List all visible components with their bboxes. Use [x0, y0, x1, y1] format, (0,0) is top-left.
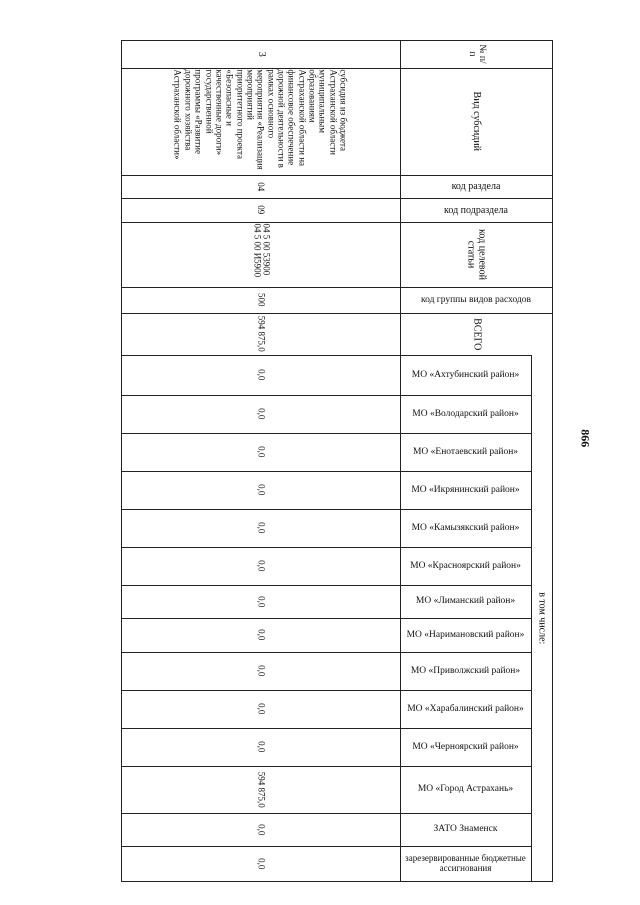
district-label-text: МО «Наримановский район» — [406, 629, 525, 640]
header-including-text: в том числе: — [536, 592, 548, 645]
header-section-code-text: код раздела — [451, 181, 501, 192]
data-section-code — [121, 175, 400, 198]
district-label — [400, 395, 531, 433]
data-subsection-code-text: 09 — [256, 205, 267, 215]
district-value-text: 0,0 — [256, 629, 267, 641]
district-value-text: 0,0 — [256, 741, 267, 753]
data-expense-type-text: 500 — [256, 293, 267, 307]
header-num-text: № п/п — [467, 44, 487, 64]
header-subsection-code-text: код подраздела — [444, 204, 508, 216]
district-value-text: 0,0 — [256, 595, 267, 608]
district-label — [400, 728, 531, 766]
page-number-text: 866 — [578, 429, 593, 448]
district-label-text: МО «Камызякский район» — [411, 522, 520, 533]
district-label — [400, 766, 531, 813]
district-value — [121, 846, 400, 881]
header-total — [400, 313, 552, 355]
header-expense-type-text: код группы видов расходов — [420, 295, 532, 305]
district-value-text: 0,0 — [256, 703, 267, 715]
page-number — [576, 429, 594, 448]
district-value-text: 0,0 — [256, 369, 267, 381]
district-label — [400, 471, 531, 509]
district-value — [121, 652, 400, 690]
data-total — [121, 313, 400, 355]
data-num-text: 3 — [255, 51, 267, 57]
header-section-code — [400, 175, 552, 198]
district-value — [121, 547, 400, 585]
district-value — [121, 728, 400, 766]
district-label-text: МО «Ахтубинский район» — [411, 369, 520, 380]
header-subsidy-type-text: Вид субсидий — [471, 91, 483, 152]
data-num — [121, 40, 400, 68]
district-label — [400, 813, 531, 846]
district-label-text: МО «Черноярский район» — [412, 741, 519, 752]
header-target-article — [400, 222, 552, 287]
district-label-text: МО «Красноярский район» — [410, 560, 521, 571]
district-value-text: 0,0 — [256, 522, 267, 534]
district-label — [400, 509, 531, 547]
data-target-article-text: 04 5 00 53900 04 5 00 И5900 — [251, 223, 271, 278]
data-subsection-code — [121, 198, 400, 222]
district-label-text: МО «Володарский район» — [412, 408, 519, 419]
district-label — [400, 846, 531, 881]
header-subsidy-type — [400, 68, 552, 175]
district-value — [121, 509, 400, 547]
district-label-text: МО «Приволжский район» — [410, 665, 521, 676]
district-label-text: зарезервированные бюджетные ассигнования — [405, 852, 526, 873]
data-expense-type — [121, 287, 400, 313]
district-value — [121, 585, 400, 618]
district-label-text: МО «Енотаевский район» — [412, 446, 519, 457]
district-value — [121, 618, 400, 652]
district-value-text: 0,0 — [256, 560, 267, 572]
data-description — [121, 68, 400, 175]
district-label — [400, 652, 531, 690]
header-num — [400, 40, 552, 68]
district-value — [121, 690, 400, 728]
district-label — [400, 547, 531, 585]
header-subsection-code — [400, 198, 552, 222]
district-label — [400, 585, 531, 618]
district-value — [121, 355, 400, 395]
header-including — [531, 355, 552, 882]
district-value — [121, 433, 400, 471]
district-value-text: 0,0 — [256, 665, 267, 677]
district-label-text: МО «Икрянинский район» — [411, 484, 520, 495]
district-label-text: ЗАТО Знаменск — [433, 824, 498, 835]
district-label-text: МО «Харабалинский район» — [407, 703, 524, 714]
data-target-article — [121, 222, 400, 287]
district-value-text: 594 875,0 — [256, 771, 267, 808]
district-value — [121, 395, 400, 433]
district-value-text: 0,0 — [256, 857, 267, 870]
frame-right — [552, 40, 553, 882]
district-value-text: 0,0 — [256, 484, 267, 496]
header-target-article-text: код целевой статьи — [466, 229, 488, 280]
data-section-code-text: 04 — [256, 182, 267, 191]
data-total-text: 594 875,0 — [256, 316, 267, 352]
district-value — [121, 471, 400, 509]
frame-bottom — [121, 881, 553, 882]
header-expense-type — [400, 287, 552, 313]
district-label — [400, 355, 531, 395]
data-description-text: субсидия из бюджета Астраханской области муниципальным образованиям Астраханской области на финансовое обеспечение дорожной деятельности в рамках основного мероприятия «Реализация мероприятий приоритетного проекта «Безопасные и качественные дороги» государственной программы «Развитие дорожного хозяйства Астраханской области» — [172, 69, 349, 170]
district-value-text: 0,0 — [256, 823, 267, 836]
district-label-text: МО «Город Астрахань» — [417, 784, 514, 795]
district-value-text: 0,0 — [256, 446, 267, 458]
district-value-text: 0,0 — [256, 408, 267, 420]
district-label-text: МО «Лиманский район» — [415, 596, 516, 607]
district-label — [400, 433, 531, 471]
header-total-text: ВСЕГО — [471, 317, 483, 351]
district-label — [400, 690, 531, 728]
district-label — [400, 618, 531, 652]
district-value — [121, 813, 400, 846]
district-value — [121, 766, 400, 813]
